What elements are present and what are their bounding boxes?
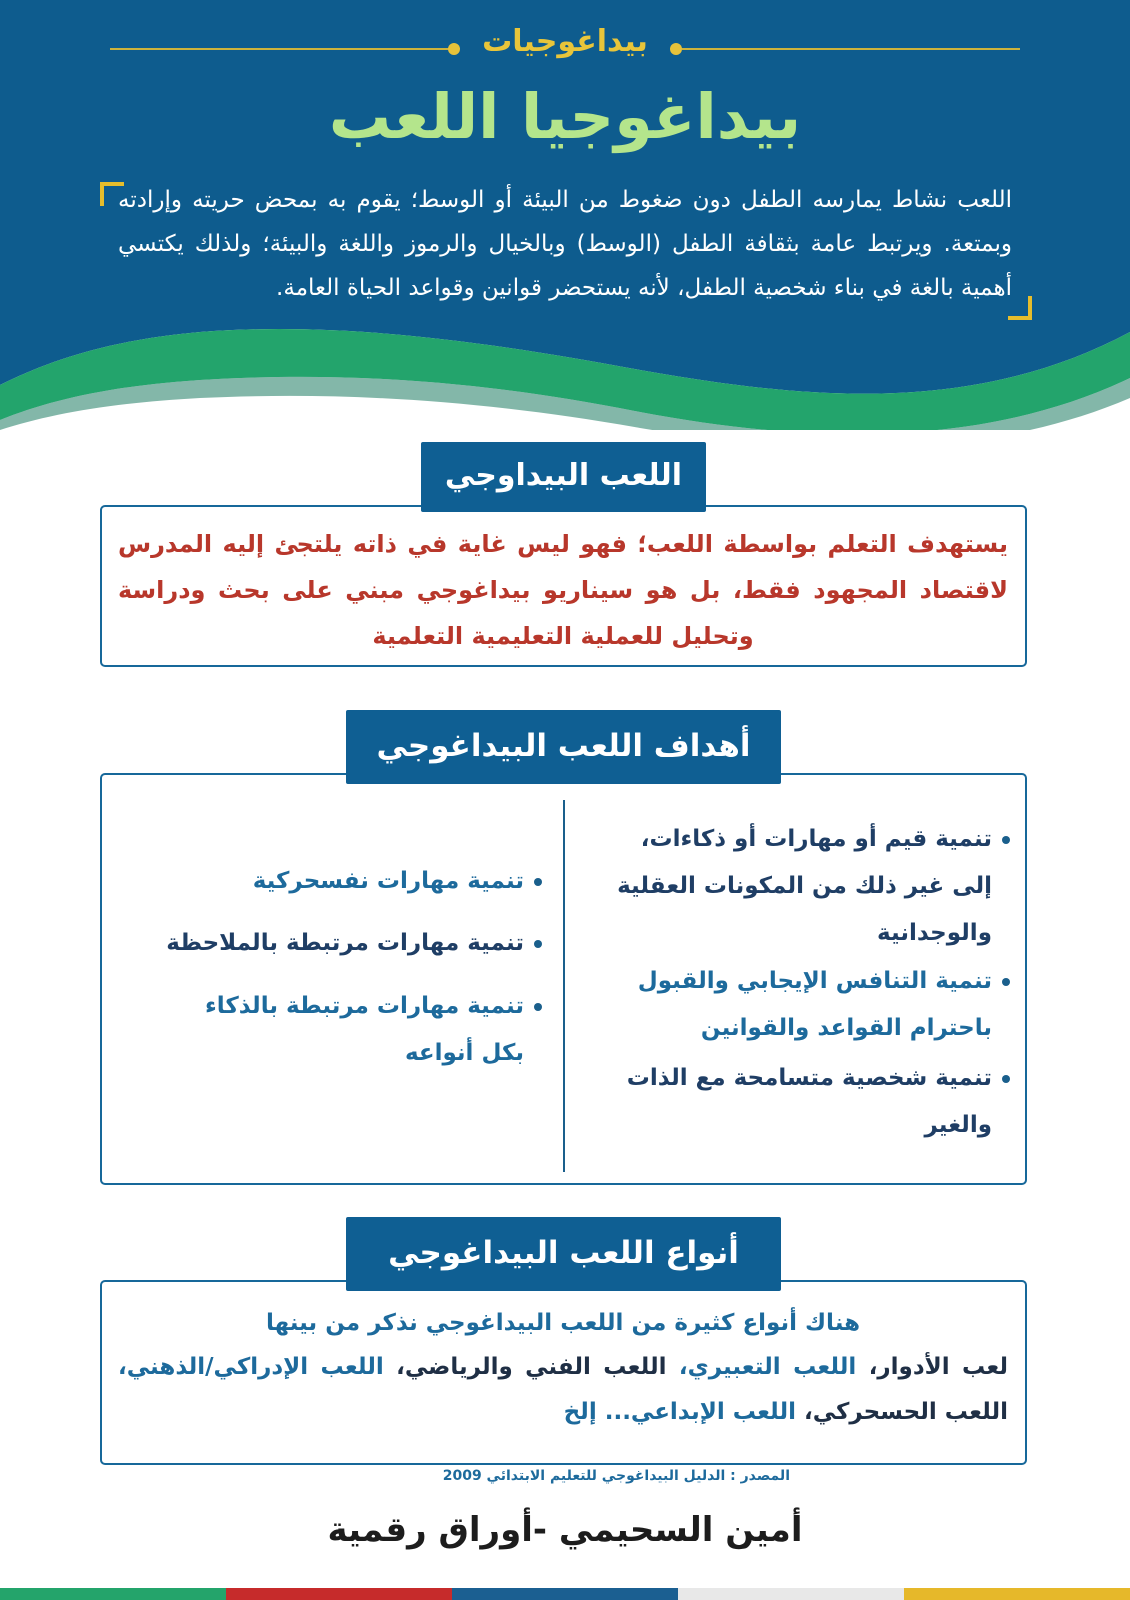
goal-text: تنمية التنافس الإيجابي والقبول (637, 968, 992, 994)
goal-continuation: باحترام القواعد والقوانين (700, 1015, 992, 1041)
goal-text: تنمية مهارات نفسحركية (252, 868, 524, 894)
goal-continuation: بكل أنواعه (404, 1040, 524, 1066)
goal-text: تنمية قيم أو مهارات أو ذكاءات، (640, 826, 992, 852)
author-credit: أمين السحيمي -أوراق رقمية (327, 1510, 803, 1550)
section-goals-title: أهداف اللعب البيداغوجي (346, 710, 781, 784)
color-bar-segment (226, 1588, 452, 1600)
section-types-intro: هناك أنواع كثيرة من اللعب البيداغوجي نذكر من بينها (265, 1310, 861, 1336)
goal-item (112, 983, 542, 1077)
page-title: بيداغوجيا اللعب (328, 80, 802, 153)
goal-item (590, 1055, 1010, 1149)
color-bar-segment (904, 1588, 1130, 1600)
bullet-icon (1002, 836, 1010, 844)
section-types-list (118, 1345, 1008, 1435)
goal-item (590, 816, 1010, 957)
category-label-wrap (0, 24, 1130, 59)
bullet-icon (1002, 978, 1010, 986)
bullet-icon (1002, 1075, 1010, 1083)
type-item: اللعب الإدراكي/الذهني، (118, 1354, 384, 1380)
bullet-icon (534, 1003, 542, 1011)
color-bar-segment (452, 1588, 678, 1600)
section-definition-text: يستهدف التعلم بواسطة اللعب؛ فهو ليس غاية في ذاته يلتجئ إليه المدرس لاقتصاد المجهود فقط، بل هو سيناريو بيداغوجي مبني على بحث ودراسة وتحليل للعملية التعليمية التعلمية (118, 530, 1008, 650)
type-item: اللعب التعبيري، (666, 1354, 857, 1380)
type-item: اللعب الفني والرياضي، (383, 1354, 667, 1380)
footer-color-bar (0, 1588, 1130, 1600)
goal-text: تنمية مهارات مرتبطة بالملاحظة (166, 930, 524, 956)
goal-text: تنمية مهارات مرتبطة بالذكاء (205, 993, 524, 1019)
goal-item (112, 858, 542, 905)
bullet-icon (534, 878, 542, 886)
goal-item (590, 958, 1010, 1052)
goal-text: تنمية شخصية متسامحة مع الذات (626, 1065, 992, 1091)
category-label: بيداغوجيات (474, 24, 656, 59)
type-item: اللعب الإبداعي... إلخ (563, 1399, 796, 1425)
intro-paragraph: اللعب نشاط يمارسه الطفل دون ضغوط من البيئة أو الوسط؛ يقوم به بمحض حريته وإرادته وبمتعة. ويرتبط عامة بثقافة الطفل (الوسط) وبالخيال والرموز واللغة والبيئة؛ ولذلك يكتسي أهمية بالغة في بناء شخصية الطفل، لأنه يستحضر قوانين وقواعد الحياة العامة. (118, 187, 1012, 301)
goal-item (112, 920, 542, 967)
color-bar-segment (678, 1588, 904, 1600)
goal-continuation: إلى غير ذلك من المكونات العقلية والوجدانية (617, 873, 992, 946)
section-types-title: أنواع اللعب البيداغوجي (346, 1217, 781, 1291)
type-item: اللعب الحسحركي، (795, 1399, 1008, 1425)
color-bar-segment (0, 1588, 226, 1600)
bullet-icon (534, 940, 542, 948)
source-note: المصدر : الدليل البيداغوجي للتعليم الابتدائي 2009 (442, 1468, 790, 1484)
goals-column-divider (563, 800, 565, 1172)
type-item: لعب الأدوار، (856, 1354, 1009, 1380)
section-definition-title: اللعب البيداوجي (421, 442, 706, 512)
goal-continuation: والغير (924, 1112, 992, 1138)
